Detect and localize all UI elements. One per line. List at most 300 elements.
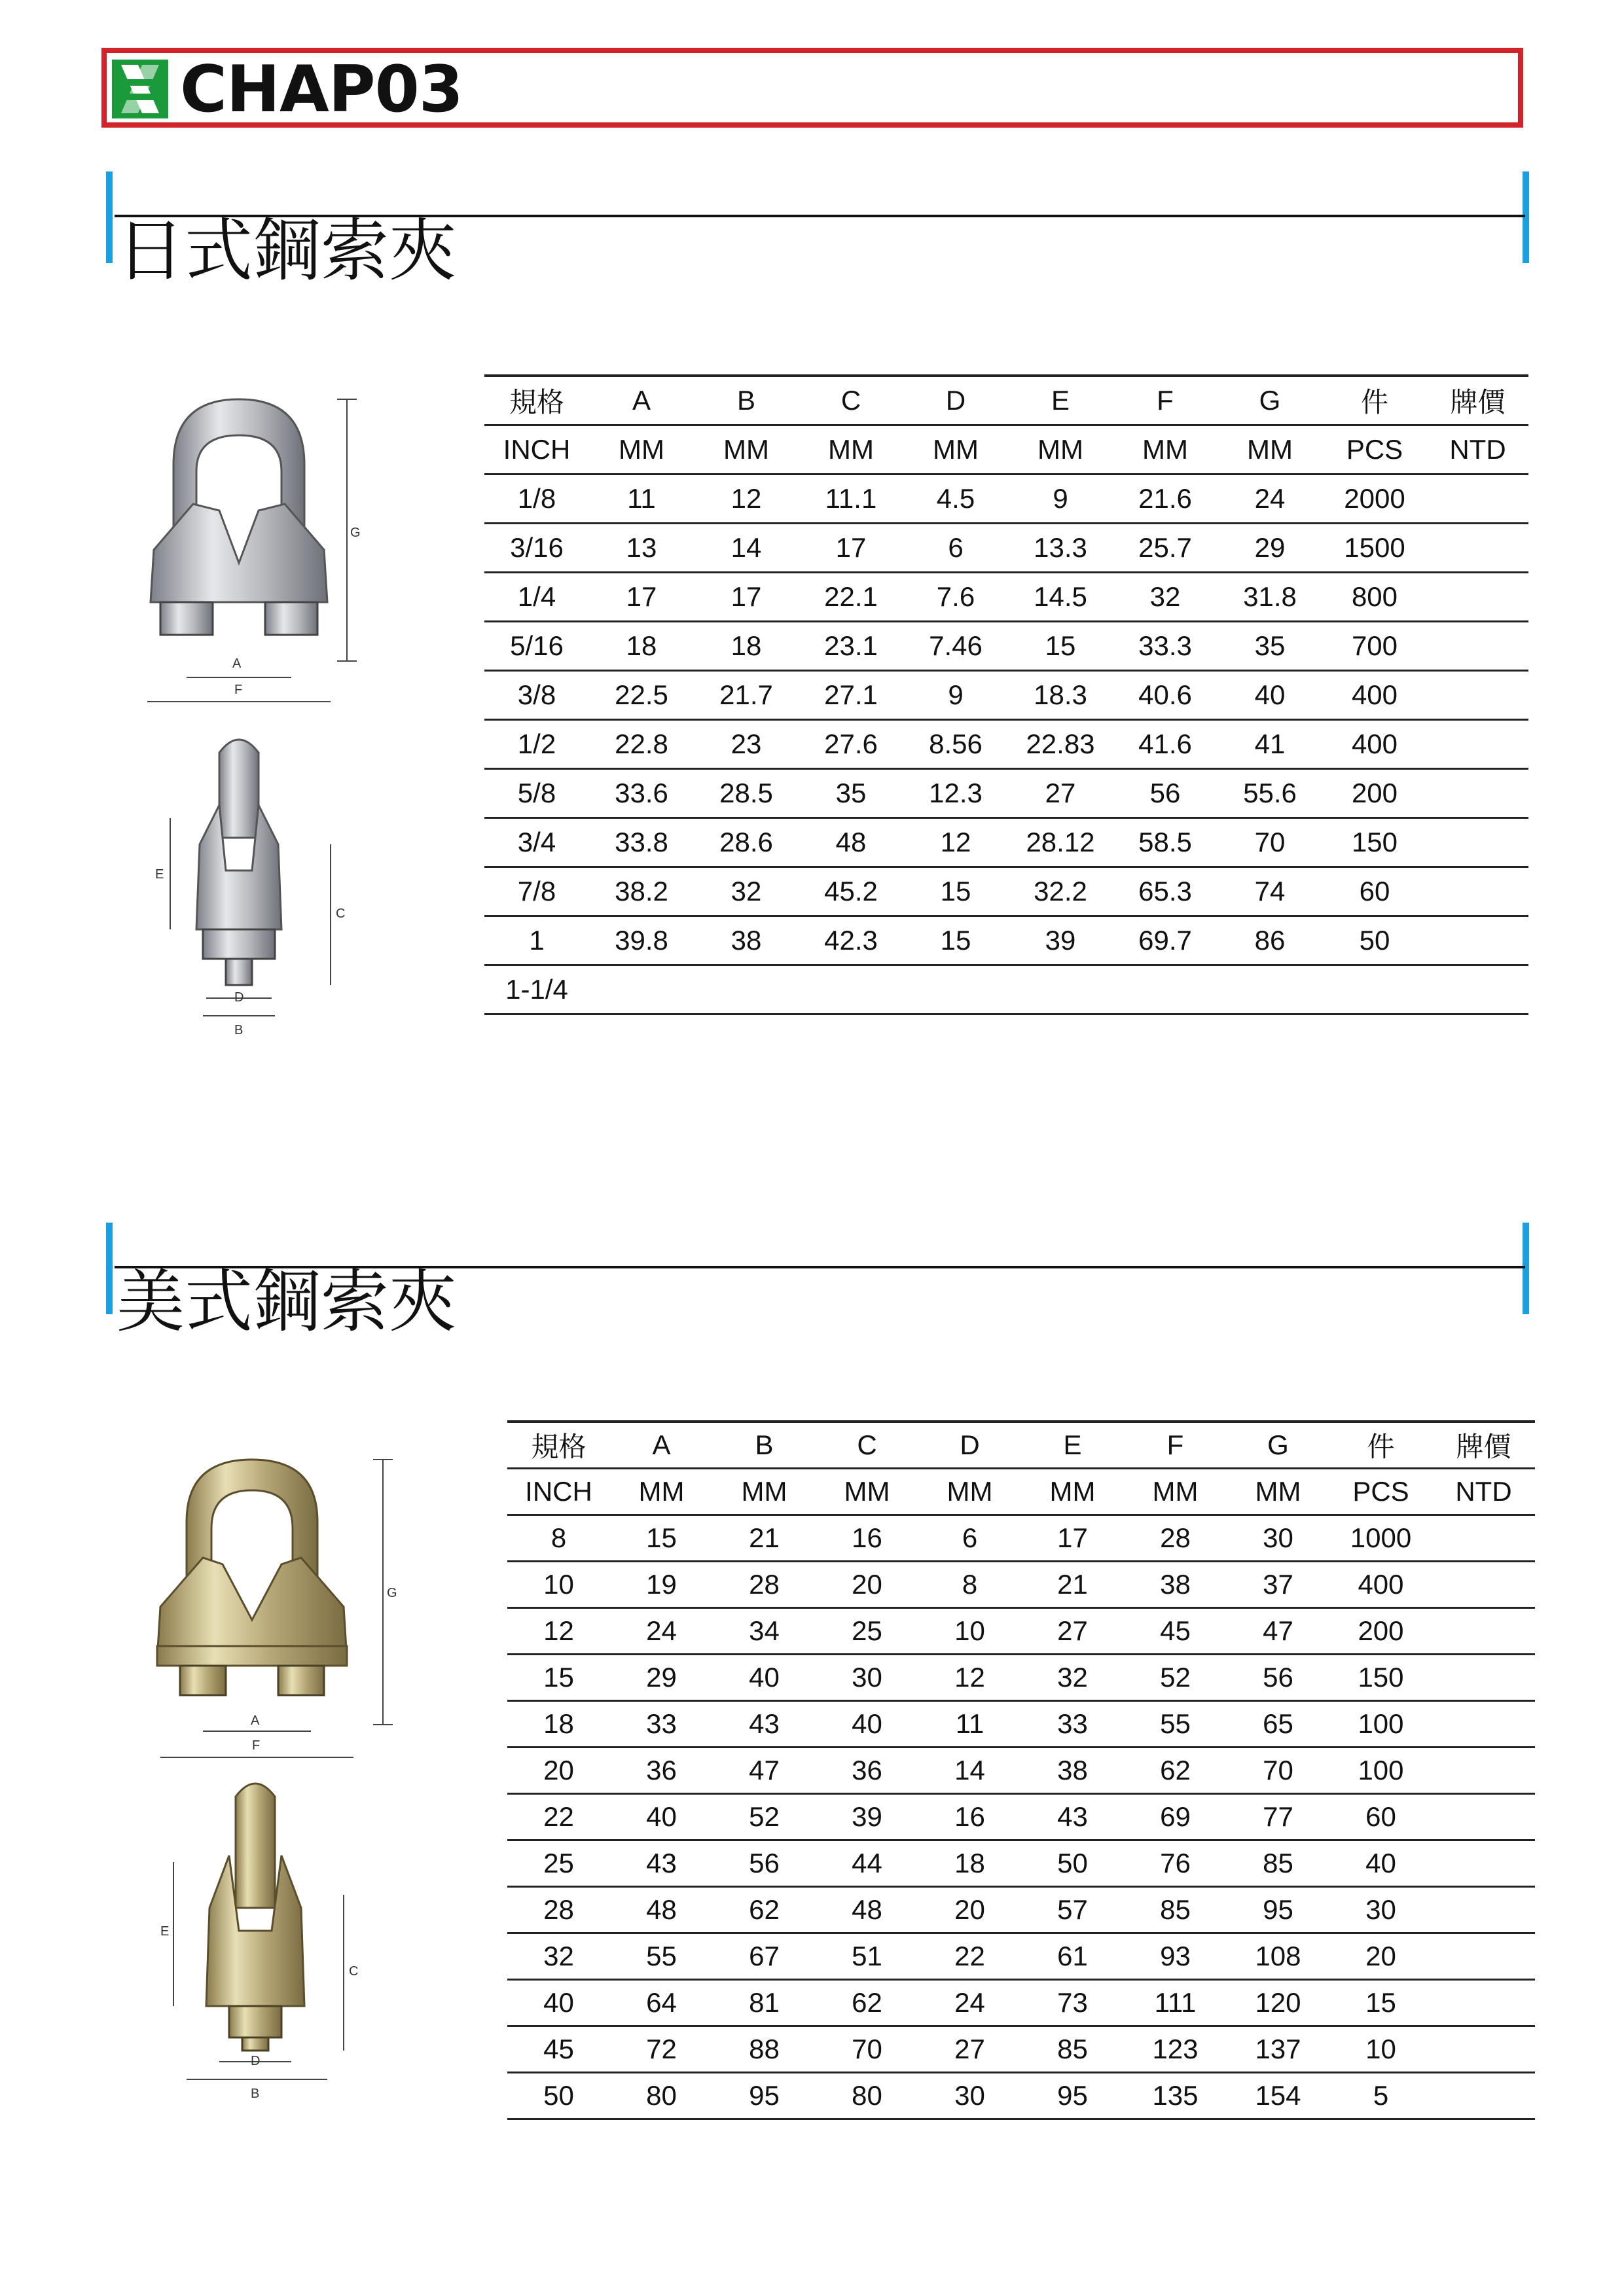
table-cell: 48 xyxy=(816,1886,918,1933)
column-header: MM xyxy=(903,425,1008,474)
column-header: MM xyxy=(1124,1468,1227,1515)
table-cell: 25 xyxy=(507,1840,610,1886)
table-cell: 1/8 xyxy=(484,474,589,523)
dim-label-f: F xyxy=(252,1738,261,1753)
table-cell: 1000 xyxy=(1329,1515,1432,1561)
table-cell: 88 xyxy=(713,2026,816,2072)
table-row xyxy=(507,1607,1535,1654)
column-header: B xyxy=(694,376,799,425)
table-row xyxy=(507,1700,1535,1747)
table-cell: 100 xyxy=(1329,1747,1432,1793)
table-cell: 8 xyxy=(918,1561,1021,1607)
table-cell: 40 xyxy=(610,1793,713,1840)
table-cell: 7.46 xyxy=(903,621,1008,670)
table-cell: 70 xyxy=(816,2026,918,2072)
table-cell: 37 xyxy=(1227,1561,1329,1607)
column-header: E xyxy=(1008,376,1113,425)
table-cell: 57 xyxy=(1021,1886,1124,1933)
table-cell: 27 xyxy=(918,2026,1021,2072)
table-cell: 55 xyxy=(610,1933,713,1979)
table-cell: 30 xyxy=(1227,1515,1329,1561)
table-cell xyxy=(1427,572,1528,621)
section-accent-bar-left xyxy=(106,171,113,263)
table-cell: 36 xyxy=(610,1747,713,1793)
table-cell: 15 xyxy=(1008,621,1113,670)
table-cell: 40 xyxy=(1329,1840,1432,1886)
table-cell: 17 xyxy=(799,523,903,572)
table-cell: 86 xyxy=(1218,916,1322,965)
table-cell: 30 xyxy=(918,2072,1021,2119)
table-cell: 24 xyxy=(610,1607,713,1654)
table-cell: 35 xyxy=(799,768,903,817)
table-cell: 51 xyxy=(816,1933,918,1979)
table-cell: 19 xyxy=(610,1561,713,1607)
table-cell: 9 xyxy=(903,670,1008,719)
table-row xyxy=(507,1561,1535,1607)
table-cell: 70 xyxy=(1218,817,1322,867)
column-header: 規格 xyxy=(507,1422,610,1468)
japanese-clip-diagram xyxy=(141,386,376,1041)
table-cell: 22.5 xyxy=(589,670,694,719)
table-cell: 45 xyxy=(507,2026,610,2072)
table-cell: 10 xyxy=(918,1607,1021,1654)
table-cell: 27.1 xyxy=(799,670,903,719)
table-cell: 800 xyxy=(1322,572,1427,621)
table-cell: 28.6 xyxy=(694,817,799,867)
table-cell xyxy=(1432,2072,1535,2119)
table-cell: 64 xyxy=(610,1979,713,2026)
column-header: MM xyxy=(589,425,694,474)
dim-label-g: G xyxy=(350,526,361,540)
table-cell: 65 xyxy=(1227,1700,1329,1747)
table-cell: 5/16 xyxy=(484,621,589,670)
table-cell: 108 xyxy=(1227,1933,1329,1979)
table-cell: 34 xyxy=(713,1607,816,1654)
table-cell: 95 xyxy=(713,2072,816,2119)
table-row xyxy=(507,1886,1535,1933)
table-cell: 69 xyxy=(1124,1793,1227,1840)
table-row xyxy=(484,768,1528,817)
table-cell: 18 xyxy=(694,621,799,670)
table-cell: 7.6 xyxy=(903,572,1008,621)
dim-label-e: E xyxy=(155,867,164,882)
column-header: F xyxy=(1124,1422,1227,1468)
table-cell: 38.2 xyxy=(589,867,694,916)
table-cell xyxy=(1432,1700,1535,1747)
column-header: MM xyxy=(1227,1468,1329,1515)
table-cell xyxy=(589,965,694,1014)
table-cell: 11 xyxy=(918,1700,1021,1747)
brand-logo-icon xyxy=(112,60,168,118)
table-cell xyxy=(1427,817,1528,867)
table-cell: 61 xyxy=(1021,1933,1124,1979)
table-cell: 42.3 xyxy=(799,916,903,965)
table-cell: 123 xyxy=(1124,2026,1227,2072)
table-cell: 38 xyxy=(694,916,799,965)
table-cell: 47 xyxy=(713,1747,816,1793)
table-cell: 22 xyxy=(918,1933,1021,1979)
table-cell: 67 xyxy=(713,1933,816,1979)
table-cell xyxy=(1432,1793,1535,1840)
table-cell: 36 xyxy=(816,1747,918,1793)
table-cell: 43 xyxy=(713,1700,816,1747)
table-cell: 154 xyxy=(1227,2072,1329,2119)
unit-row xyxy=(484,425,1528,474)
table-cell: 32 xyxy=(1021,1654,1124,1700)
table-cell: 80 xyxy=(816,2072,918,2119)
column-header: 件 xyxy=(1329,1422,1432,1468)
table-cell: 15 xyxy=(1329,1979,1432,2026)
table-cell xyxy=(1432,1747,1535,1793)
table-cell: 45 xyxy=(1124,1607,1227,1654)
table-row xyxy=(484,965,1528,1014)
table-cell: 43 xyxy=(610,1840,713,1886)
table-cell: 5/8 xyxy=(484,768,589,817)
table-cell: 8 xyxy=(507,1515,610,1561)
table-cell: 120 xyxy=(1227,1979,1329,2026)
table-cell: 22.83 xyxy=(1008,719,1113,768)
table-cell: 85 xyxy=(1021,2026,1124,2072)
unit-row xyxy=(507,1468,1535,1515)
table-cell: 17 xyxy=(694,572,799,621)
table-cell: 32 xyxy=(1113,572,1218,621)
table-cell xyxy=(1432,1933,1535,1979)
table-cell: 29 xyxy=(610,1654,713,1700)
table-cell: 22 xyxy=(507,1793,610,1840)
table-cell xyxy=(1427,670,1528,719)
table-cell: 85 xyxy=(1227,1840,1329,1886)
table-cell: 12 xyxy=(507,1607,610,1654)
dim-label-e: E xyxy=(160,1924,170,1939)
table-cell: 40 xyxy=(713,1654,816,1700)
column-header: MM xyxy=(713,1468,816,1515)
table-cell: 13 xyxy=(589,523,694,572)
table-cell: 28.12 xyxy=(1008,817,1113,867)
table-cell: 95 xyxy=(1227,1886,1329,1933)
table-cell: 14.5 xyxy=(1008,572,1113,621)
column-header: 牌價 xyxy=(1432,1422,1535,1468)
column-header: NTD xyxy=(1432,1468,1535,1515)
column-header: INCH xyxy=(484,425,589,474)
table-cell: 20 xyxy=(918,1886,1021,1933)
table-cell: 62 xyxy=(1124,1747,1227,1793)
table-row xyxy=(484,867,1528,916)
table-cell: 38 xyxy=(1021,1747,1124,1793)
table-cell: 24 xyxy=(1218,474,1322,523)
table-cell: 30 xyxy=(1329,1886,1432,1933)
column-header: E xyxy=(1021,1422,1124,1468)
column-header: INCH xyxy=(507,1468,610,1515)
table-cell: 69.7 xyxy=(1113,916,1218,965)
section-accent-bar-left xyxy=(106,1223,113,1314)
table-cell: 32.2 xyxy=(1008,867,1113,916)
table-cell xyxy=(1427,916,1528,965)
table-cell: 56 xyxy=(713,1840,816,1886)
table-cell: 15 xyxy=(610,1515,713,1561)
table-cell: 21 xyxy=(713,1515,816,1561)
table-cell: 135 xyxy=(1124,2072,1227,2119)
table-cell: 7/8 xyxy=(484,867,589,916)
table-cell: 56 xyxy=(1113,768,1218,817)
table-cell: 74 xyxy=(1218,867,1322,916)
column-header: G xyxy=(1218,376,1322,425)
table-cell xyxy=(1427,965,1528,1014)
table-cell: 400 xyxy=(1322,670,1427,719)
table-cell: 100 xyxy=(1329,1700,1432,1747)
table-cell: 33.8 xyxy=(589,817,694,867)
table-cell: 9 xyxy=(1008,474,1113,523)
dim-label-a: A xyxy=(251,1713,260,1728)
table-cell: 62 xyxy=(713,1886,816,1933)
column-header: NTD xyxy=(1427,425,1528,474)
column-header: MM xyxy=(1008,425,1113,474)
column-header: C xyxy=(799,376,903,425)
american-clip-diagram xyxy=(147,1450,403,2104)
table-cell: 32 xyxy=(694,867,799,916)
table-cell: 39 xyxy=(1008,916,1113,965)
table-cell: 3/4 xyxy=(484,817,589,867)
header-row xyxy=(484,376,1528,425)
table-cell: 33.6 xyxy=(589,768,694,817)
table-cell: 13.3 xyxy=(1008,523,1113,572)
column-header: MM xyxy=(610,1468,713,1515)
dim-label-f: F xyxy=(234,683,243,697)
table-cell: 1/4 xyxy=(484,572,589,621)
table-cell: 12.3 xyxy=(903,768,1008,817)
table-cell: 12 xyxy=(694,474,799,523)
table-cell: 4.5 xyxy=(903,474,1008,523)
column-header: A xyxy=(589,376,694,425)
table-cell: 12 xyxy=(918,1654,1021,1700)
column-header: MM xyxy=(1218,425,1322,474)
table-cell: 22.8 xyxy=(589,719,694,768)
column-header: PCS xyxy=(1329,1468,1432,1515)
table-cell: 10 xyxy=(1329,2026,1432,2072)
table-cell: 31.8 xyxy=(1218,572,1322,621)
table-cell: 33 xyxy=(1021,1700,1124,1747)
chapter-header xyxy=(101,48,1523,128)
column-header: 件 xyxy=(1322,376,1427,425)
table-cell: 22.1 xyxy=(799,572,903,621)
table-cell: 32 xyxy=(507,1933,610,1979)
table-row xyxy=(507,1747,1535,1793)
table-cell: 56 xyxy=(1227,1654,1329,1700)
table-cell: 1 xyxy=(484,916,589,965)
table-cell: 65.3 xyxy=(1113,867,1218,916)
column-header: A xyxy=(610,1422,713,1468)
table-cell: 45.2 xyxy=(799,867,903,916)
table-cell: 41.6 xyxy=(1113,719,1218,768)
table-cell: 25.7 xyxy=(1113,523,1218,572)
column-header: 牌價 xyxy=(1427,376,1528,425)
table-cell xyxy=(1427,474,1528,523)
table-cell: 55 xyxy=(1124,1700,1227,1747)
column-header: 規格 xyxy=(484,376,589,425)
table-cell: 1-1/4 xyxy=(484,965,589,1014)
table-row xyxy=(507,2026,1535,2072)
table-row xyxy=(484,474,1528,523)
table-row xyxy=(484,916,1528,965)
table-cell: 23 xyxy=(694,719,799,768)
table-cell: 400 xyxy=(1322,719,1427,768)
table-cell: 47 xyxy=(1227,1607,1329,1654)
dim-label-b: B xyxy=(234,1023,244,1037)
table-cell: 58.5 xyxy=(1113,817,1218,867)
column-header: D xyxy=(903,376,1008,425)
section-title: 美式鋼索夾 xyxy=(117,1262,458,1342)
table-cell xyxy=(1432,1886,1535,1933)
dim-label-d: D xyxy=(234,990,244,1005)
table-cell: 14 xyxy=(694,523,799,572)
table-row xyxy=(507,2072,1535,2119)
table-cell: 33.3 xyxy=(1113,621,1218,670)
chapter-title: CHAP03 xyxy=(180,52,463,127)
table-cell: 50 xyxy=(1322,916,1427,965)
table-cell: 18.3 xyxy=(1008,670,1113,719)
table-cell: 14 xyxy=(918,1747,1021,1793)
table-cell: 200 xyxy=(1329,1607,1432,1654)
dim-label-a: A xyxy=(232,656,242,671)
table-cell xyxy=(1432,1561,1535,1607)
table-cell: 150 xyxy=(1329,1654,1432,1700)
table-cell: 48 xyxy=(799,817,903,867)
column-header: B xyxy=(713,1422,816,1468)
table-row xyxy=(507,1654,1535,1700)
table-cell: 150 xyxy=(1322,817,1427,867)
table-row xyxy=(484,523,1528,572)
table-cell: 60 xyxy=(1322,867,1427,916)
table-cell: 15 xyxy=(903,916,1008,965)
table-cell: 55.6 xyxy=(1218,768,1322,817)
section-title: 日式鋼索夾 xyxy=(117,211,458,291)
table-cell: 27 xyxy=(1021,1607,1124,1654)
table-cell xyxy=(1432,1515,1535,1561)
table-cell: 5 xyxy=(1329,2072,1432,2119)
table-cell: 6 xyxy=(903,523,1008,572)
table-cell xyxy=(903,965,1008,1014)
table-cell: 15 xyxy=(903,867,1008,916)
table-cell xyxy=(1432,1607,1535,1654)
table-cell: 40.6 xyxy=(1113,670,1218,719)
table-cell: 85 xyxy=(1124,1886,1227,1933)
table-cell: 10 xyxy=(507,1561,610,1607)
table-cell: 17 xyxy=(589,572,694,621)
table-cell: 50 xyxy=(1021,1840,1124,1886)
table-cell: 18 xyxy=(589,621,694,670)
table-cell: 6 xyxy=(918,1515,1021,1561)
header-row xyxy=(507,1422,1535,1468)
table-row xyxy=(484,621,1528,670)
dim-label-c: C xyxy=(336,906,346,921)
table-cell: 27.6 xyxy=(799,719,903,768)
table-cell: 20 xyxy=(816,1561,918,1607)
column-header: MM xyxy=(1021,1468,1124,1515)
table-cell: 28 xyxy=(713,1561,816,1607)
table-cell: 25 xyxy=(816,1607,918,1654)
table-cell xyxy=(1432,1979,1535,2026)
table-cell: 80 xyxy=(610,2072,713,2119)
table-cell xyxy=(694,965,799,1014)
table-cell: 95 xyxy=(1021,2072,1124,2119)
japanese-clip-spec-table xyxy=(484,374,1528,1015)
table-cell: 700 xyxy=(1322,621,1427,670)
dim-label-c: C xyxy=(349,1964,359,1979)
table-cell: 28 xyxy=(1124,1515,1227,1561)
table-cell: 30 xyxy=(816,1654,918,1700)
dim-label-d: D xyxy=(251,2054,261,2068)
table-cell: 73 xyxy=(1021,1979,1124,2026)
table-cell: 24 xyxy=(918,1979,1021,2026)
table-cell: 43 xyxy=(1021,1793,1124,1840)
table-cell: 2000 xyxy=(1322,474,1427,523)
table-cell xyxy=(1008,965,1113,1014)
table-cell: 28 xyxy=(507,1886,610,1933)
table-cell: 11.1 xyxy=(799,474,903,523)
table-cell: 1/2 xyxy=(484,719,589,768)
table-cell: 137 xyxy=(1227,2026,1329,2072)
table-row xyxy=(484,572,1528,621)
table-cell: 20 xyxy=(507,1747,610,1793)
column-header: D xyxy=(918,1422,1021,1468)
table-cell: 400 xyxy=(1329,1561,1432,1607)
table-cell: 39.8 xyxy=(589,916,694,965)
column-header: PCS xyxy=(1322,425,1427,474)
table-row xyxy=(484,719,1528,768)
table-cell: 3/16 xyxy=(484,523,589,572)
table-cell: 35 xyxy=(1218,621,1322,670)
american-clip-spec-table xyxy=(507,1420,1535,2120)
table-cell: 40 xyxy=(816,1700,918,1747)
table-cell: 39 xyxy=(816,1793,918,1840)
table-cell: 44 xyxy=(816,1840,918,1886)
table-cell xyxy=(1322,965,1427,1014)
table-cell: 33 xyxy=(610,1700,713,1747)
table-cell: 23.1 xyxy=(799,621,903,670)
table-cell xyxy=(1427,768,1528,817)
table-cell xyxy=(1218,965,1322,1014)
table-cell: 1500 xyxy=(1322,523,1427,572)
table-cell: 111 xyxy=(1124,1979,1227,2026)
table-cell: 38 xyxy=(1124,1561,1227,1607)
table-cell: 77 xyxy=(1227,1793,1329,1840)
dim-label-g: G xyxy=(387,1586,397,1600)
table-cell: 15 xyxy=(507,1654,610,1700)
column-header: F xyxy=(1113,376,1218,425)
table-cell: 52 xyxy=(713,1793,816,1840)
table-cell: 200 xyxy=(1322,768,1427,817)
table-cell xyxy=(799,965,903,1014)
table-row xyxy=(507,1515,1535,1561)
column-header: G xyxy=(1227,1422,1329,1468)
table-cell: 50 xyxy=(507,2072,610,2119)
column-header: MM xyxy=(799,425,903,474)
table-cell xyxy=(1427,621,1528,670)
table-cell: 8.56 xyxy=(903,719,1008,768)
section-accent-bar-right xyxy=(1523,171,1529,263)
column-header: MM xyxy=(918,1468,1021,1515)
table-row xyxy=(507,1933,1535,1979)
table-cell: 16 xyxy=(918,1793,1021,1840)
table-row xyxy=(507,1793,1535,1840)
table-cell: 17 xyxy=(1021,1515,1124,1561)
table-cell: 93 xyxy=(1124,1933,1227,1979)
table-cell: 76 xyxy=(1124,1840,1227,1886)
table-cell xyxy=(1432,2026,1535,2072)
table-cell: 52 xyxy=(1124,1654,1227,1700)
table-cell: 20 xyxy=(1329,1933,1432,1979)
table-row xyxy=(484,670,1528,719)
table-cell: 81 xyxy=(713,1979,816,2026)
